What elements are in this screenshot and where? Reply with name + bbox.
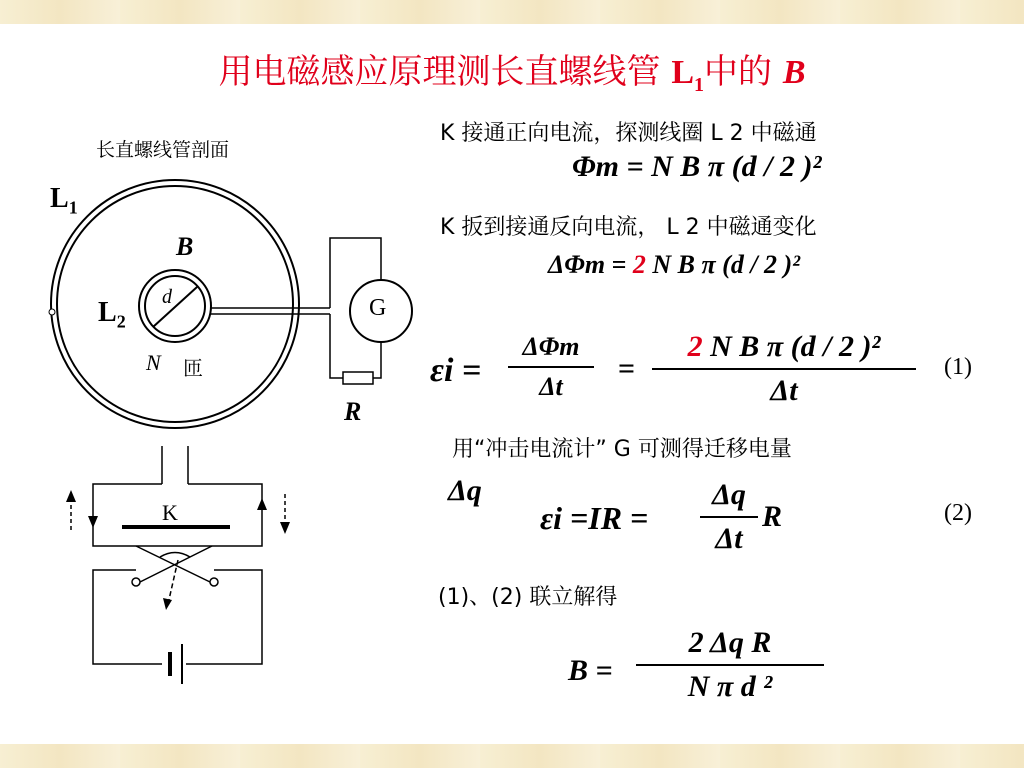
- label-N: N: [146, 350, 161, 375]
- label-turns: 匝: [183, 356, 203, 380]
- text-line4: (1)、(2) 联立解得: [438, 585, 618, 610]
- label-d: d: [162, 286, 172, 308]
- diameter-line: [153, 287, 197, 327]
- eq-phi-m: Φm = N B π (d / 2 )²: [572, 150, 822, 183]
- eq2-left: εi =IR =: [540, 500, 649, 536]
- label-L2: $L_2$: [98, 297, 126, 332]
- text-line3: 用“冲击电流计” G 可测得迁移电量: [452, 437, 792, 462]
- label-K: K: [162, 500, 178, 525]
- eq2-label: (2): [944, 500, 972, 526]
- label-R: R: [344, 397, 362, 426]
- label-L1: $L_1$: [50, 183, 78, 218]
- section-label: 长直螺线管剖面: [96, 139, 230, 161]
- eq2-fraction: Δq Δt: [700, 478, 758, 556]
- label-B: B: [176, 232, 194, 261]
- eq1-fraction-2: 2 N B π (d / 2 )² Δt: [652, 330, 916, 408]
- text-line2: K 扳到接通反向电流， L 2 中磁通变化: [440, 215, 817, 240]
- solenoid-inner-ring: [57, 186, 293, 422]
- page-title: 用电磁感应原理测长直螺线管 $L_1$中的 B: [218, 52, 806, 96]
- eq1-left: εi =: [430, 352, 482, 389]
- eq2-R: R: [762, 500, 783, 533]
- solenoid-outer-ring: [51, 180, 299, 428]
- eq1-equal: =: [618, 352, 636, 385]
- resistor: [343, 372, 373, 384]
- result-fraction: 2 Δq R N π d ²: [636, 626, 824, 704]
- eq1-fraction-1: ΔΦm Δt: [508, 332, 594, 402]
- delta-q-label: Δq: [448, 474, 482, 507]
- eq-delta-phi: ΔΦm = 2 N B π (d / 2 )²: [548, 250, 801, 279]
- result-left: B =: [568, 654, 613, 687]
- eq1-label: (1): [944, 354, 972, 380]
- label-G: G: [369, 295, 387, 321]
- text-line1: K 接通正向电流，探测线圈 L 2 中磁通: [440, 121, 817, 146]
